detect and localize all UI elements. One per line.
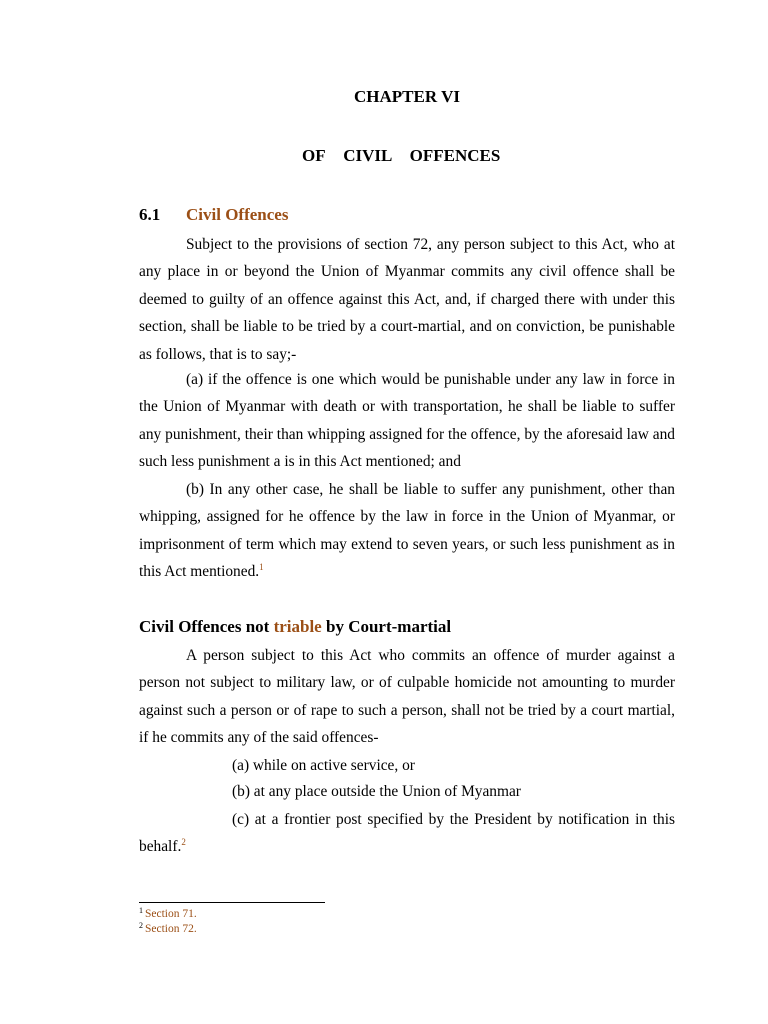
- section-heading-not-triable: [139, 617, 451, 637]
- footnote-reference-1[interactable]: 1: [259, 562, 264, 573]
- footnote-2: [139, 922, 197, 936]
- footnote-reference-2[interactable]: 2: [181, 837, 186, 848]
- list-item-a: (a) while on active service, or: [232, 757, 415, 774]
- footnote-number: 1: [139, 906, 143, 915]
- section-6-1-paragraph-2: [139, 366, 675, 476]
- list-item-c-text: (c) at a frontier post specified by the President by notification in this behalf.: [139, 811, 675, 856]
- chapter-subtitle: OF CIVIL OFFENCES: [302, 146, 501, 165]
- heading-part-3: by Court-martial: [321, 617, 452, 636]
- section-number: 6.1: [139, 205, 161, 224]
- not-triable-paragraph-text: A person subject to this Act who commits an offence of murder against a person not subject to military law, or of culpable homicide not amounting to murder against such a person or of rape to such a person, shall not be tried by a court martial, if he commits any of the said offences-: [139, 647, 675, 747]
- chapter-title: CHAPTER VI: [354, 87, 460, 106]
- footnote-text: Section 72.: [145, 923, 197, 935]
- list-item-c: [139, 806, 675, 861]
- not-triable-paragraph: [139, 642, 675, 752]
- heading-part-2: triable: [273, 617, 322, 636]
- section-heading-6-1: [139, 205, 288, 225]
- list-item-b: (b) at any place outside the Union of Myanmar: [232, 783, 521, 800]
- section-title: Civil Offences: [186, 205, 289, 224]
- footnote-divider: [139, 902, 325, 903]
- section-6-1-paragraph-3-text: (b) In any other case, he shall be liable to suffer any punishment, other than whipping, assigned for he offence by the law in force in the Union of Myanmar, or imprisonment of term which may extend to seven years, or such less punishment as in this Act mentioned.: [139, 481, 675, 581]
- section-6-1-paragraph-1-text: Subject to the provisions of section 72, any person subject to this Act, who at any place in or beyond the Union of Myanmar commits any civil offence shall be deemed to guilty of an offence against this Act, and, if charged there with under this section, shall be liable to be tried by a court-martial, and on conviction, be punishable as follows, that is to say;-: [139, 236, 675, 363]
- footnote-1: [139, 907, 197, 921]
- footnote-number: 2: [139, 921, 143, 930]
- section-6-1-paragraph-3: [139, 476, 675, 586]
- footnote-text: Section 71.: [145, 908, 197, 920]
- section-6-1-paragraph-1: [139, 231, 675, 368]
- section-6-1-paragraph-2-text: (a) if the offence is one which would be punishable under any law in force in the Union of Myanmar with death or with transportation, he shall be liable to suffer any punishment, their than whipping assigned for the offence, by the aforesaid law and such less punishment a is in this Act mentioned; and: [139, 371, 675, 471]
- heading-part-1: Civil Offences not: [139, 617, 274, 636]
